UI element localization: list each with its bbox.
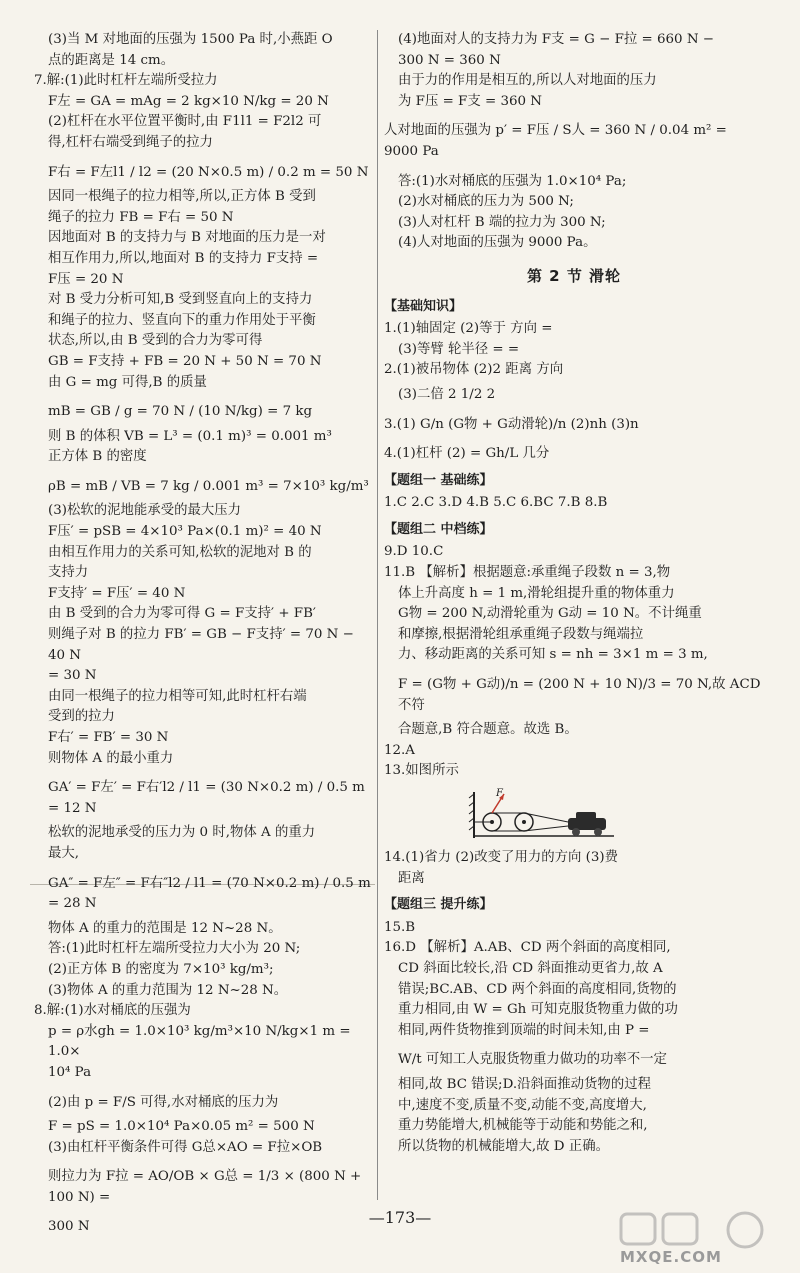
q16-line: 16.D 【解析】A.AB、CD 两个斜面的高度相同,	[384, 940, 671, 956]
left-column-line: 由 G = mg 可得,B 的质量	[48, 374, 207, 390]
q16-line: 所以货物的机械能增大,故 D 正确。	[398, 1138, 609, 1154]
force-label: F	[496, 788, 503, 799]
q11-line: 13.如图所示	[384, 763, 459, 779]
q8-continued-line: 为 F压 = F支 = 360 N	[398, 93, 543, 109]
group1-answers: 1.C 2.C 3.D 4.B 5.C 6.BC 7.B 8.B	[384, 495, 608, 511]
q8-continued-line: 由于力的作用是相互的,所以人对地面的压力	[398, 73, 657, 89]
left-column-line: 10⁴ Pa	[48, 1064, 92, 1080]
left-column-line: 因同一根绳子的拉力相等,所以,正方体 B 受到	[48, 189, 316, 205]
q11-line: 力、移动距离的关系可知 s = nh = 3×1 m = 3 m,	[398, 647, 708, 663]
left-column-line: 则拉力为 F拉 = AO/OB × G总 = 1/3 × (800 N + 100 N) =	[48, 1169, 362, 1205]
left-column-line: 则物体 A 的最小重力	[48, 750, 174, 766]
left-column-line: F支持′ = F压′ = 40 N	[48, 585, 186, 601]
q16-line: 重力势能增大,机械能等于动能和势能之和,	[398, 1118, 648, 1134]
left-column-line: (2)杠杆在水平位置平衡时,由 F1l1 = F2l2 可	[48, 114, 322, 130]
left-column-line: F右 = F左l1 / l2 = (20 N×0.5 m) / 0.2 m = 50 N	[48, 164, 369, 180]
basic-answer-line: 2.(1)被吊物体 (2)2 距离 方向	[384, 362, 564, 378]
left-column-line: (2)由 p = F/S 可得,水对桶底的压力为	[48, 1094, 279, 1110]
left-column-line: (3)物体 A 的重力范围为 12 N~28 N。	[48, 982, 288, 998]
left-column-line: GB = F支持 + FB = 20 N + 50 N = 70 N	[48, 353, 322, 369]
page-number: —173—	[368, 1208, 432, 1227]
right-column	[384, 30, 764, 1157]
q16-solution	[384, 938, 764, 1157]
q11-line: F = (G物 + G动)/n = (200 N + 10 N)/3 = 70 N,故 ACD 不符	[398, 677, 761, 713]
q11-line: 和摩擦,根据滑轮组承重绳子段数与绳端拉	[398, 626, 644, 642]
q16-line: W/t 可知工人克服货物重力做功的功率不一定	[398, 1052, 667, 1068]
left-column-line: (3)松软的泥地能承受的最大压力	[48, 503, 242, 519]
basic-answer-line: (3)二倍 2 1/2 2	[398, 386, 496, 402]
q11-line: 体上升高度 h = 1 m,滑轮组提升重的物体重力	[398, 585, 675, 601]
q11-line: 12.A	[384, 742, 415, 758]
left-column-line: 绳子的拉力 FB = F右 = 50 N	[48, 209, 234, 225]
group3-heading: 【题组三 提升练】	[384, 897, 493, 913]
q11-line: 11.B 【解析】根据题意:承重绳子段数 n = 3,物	[384, 565, 671, 581]
q8-continued-line: 答:(1)水对桶底的压强为 1.0×10⁴ Pa;	[398, 173, 627, 189]
left-column-line: 和绳子的拉力、竖直向下的重力作用处于平衡	[48, 312, 316, 328]
basic-answer-line: (3)等臂 轮半径 = =	[398, 341, 520, 357]
q8-continued-line: 人对地面的压强为 p′ = F压 / S人 = 360 N / 0.04 m² = 9000 Pa	[384, 123, 727, 159]
left-column-line: 则绳子对 B 的拉力 FB′ = GB − F支持′ = 70 N − 40 N	[48, 627, 354, 663]
left-column-line: 由同一根绳子的拉力相等可知,此时杠杆右端	[48, 688, 307, 704]
left-column-line: 答:(1)此时杠杆左端所受拉力大小为 20 N;	[48, 941, 301, 957]
left-column-line: GA″ = F左″ = F右″l2 / l1 = (70 N×0.2 m) / 0.5 m = 28 N	[48, 875, 371, 912]
left-column-line: F压′ = pSB = 4×10³ Pa×(0.1 m)² = 40 N	[48, 524, 322, 540]
q8-continued	[384, 30, 764, 254]
left-column-line: 状态,所以,由 B 受到的合力为零可得	[48, 333, 263, 349]
left-column-line: 得,杠杆右端受到绳子的拉力	[48, 134, 213, 150]
watermark-text: MXQE.COM	[620, 1248, 722, 1266]
left-column-line: 7.解:(1)此时杠杆左端所受拉力	[34, 73, 218, 89]
left-column-line: F左 = GA = mAg = 2 kg×10 N/kg = 20 N	[48, 93, 329, 109]
left-column-line: (2)正方体 B 的密度为 7×10³ kg/m³;	[48, 961, 274, 977]
left-column-line: F压 = 20 N	[48, 271, 124, 287]
q8-continued-line: 300 N = 360 N	[398, 52, 501, 68]
q16-line: 相同,两件货物推到顶端的时间未知,由 P =	[398, 1022, 650, 1038]
left-column-line: (3)由杠杆平衡条件可得 G总×AO = F拉×OB	[48, 1139, 323, 1155]
basic-answer-line: 4.(1)杠杆 (2) = Gh/L 几分	[384, 446, 550, 462]
q8-continued-line: (3)人对杠杆 B 端的拉力为 300 N;	[398, 214, 606, 230]
section-title: 第 2 节 滑轮	[526, 266, 622, 285]
left-column-line: 300 N	[48, 1219, 90, 1235]
left-column-line: (3)当 M 对地面的压强为 1500 Pa 时,小燕距 O	[48, 32, 333, 47]
q8-continued-line: (4)人对地面的压强为 9000 Pa。	[398, 235, 597, 251]
basic-answer-line: 3.(1) G/n (G物 + G动滑轮)/n (2)nh (3)n	[384, 416, 639, 432]
left-column-line: 因地面对 B 的支持力与 B 对地面的压力是一对	[48, 230, 326, 246]
basic-answer-line: 1.(1)轴固定 (2)等于 方向 =	[384, 321, 553, 337]
left-column-line: 物体 A 的重力的范围是 12 N~28 N。	[48, 920, 282, 936]
q15-answer: 15.B	[384, 919, 416, 935]
column-divider	[377, 30, 378, 1200]
left-column-line: ρB = mB / VB = 7 kg / 0.001 m³ = 7×10³ kg/m³	[48, 478, 369, 494]
q11-solution	[384, 563, 764, 782]
q14-answer	[384, 848, 764, 889]
left-column-line: 支持力	[48, 565, 89, 581]
left-column-line: F = pS = 1.0×10⁴ Pa×0.05 m² = 500 N	[48, 1119, 315, 1135]
group2-answers: 9.D 10.C	[384, 544, 444, 560]
basic-knowledge-heading: 【基础知识】	[384, 298, 463, 314]
q16-line: 错误;BC.AB、CD 两个斜面的高度相同,货物的	[398, 981, 677, 997]
q14-line: 14.(1)省力 (2)改变了用力的方向 (3)费	[384, 850, 619, 865]
left-column-line: 则 B 的体积 VB = L³ = (0.1 m)³ = 0.001 m³	[48, 428, 332, 444]
left-column-line: 对 B 受力分析可知,B 受到竖直向上的支持力	[48, 292, 313, 308]
left-column-line: 受到的拉力	[48, 709, 115, 725]
left-column-line: 8.解:(1)水对桶底的压强为	[34, 1003, 191, 1019]
left-column-line: GA′ = F左′ = F右′l2 / l1 = (30 N×0.2 m) / 0.5 m = 12 N	[48, 780, 365, 816]
basic-knowledge-answers	[384, 319, 764, 465]
q16-line: 相同,故 BC 错误;D.沿斜面推动货物的过程	[398, 1076, 651, 1092]
pulley-diagram	[468, 788, 618, 842]
left-column-line: = 30 N	[48, 668, 97, 684]
left-column-line: 正方体 B 的密度	[48, 449, 147, 465]
q8-continued-line: (2)水对桶底的压力为 500 N;	[398, 194, 574, 210]
left-column-line: 由相互作用力的关系可知,松软的泥地对 B 的	[48, 544, 312, 560]
q11-line: G物 = 200 N,动滑轮重为 G动 = 10 N。不计绳重	[398, 606, 702, 622]
left-column	[34, 30, 374, 1238]
left-column-line: 相互作用力,所以,地面对 B 的支持力 F支持 =	[48, 250, 319, 266]
left-column-line: 最大,	[48, 845, 80, 861]
q11-line: 合题意,B 符合题意。故选 B。	[398, 722, 578, 738]
left-column-line: p = ρ水gh = 1.0×10³ kg/m³×10 N/kg×1 m = 1.0×	[48, 1023, 351, 1060]
q16-line: CD 斜面比较长,沿 CD 斜面推动更省力,故 A	[398, 960, 663, 976]
q14-line: 距离	[398, 870, 425, 886]
left-column-line: 松软的泥地承受的压力为 0 时,物体 A 的重力	[48, 825, 316, 841]
left-column-line: F右′ = FB′ = 30 N	[48, 730, 169, 745]
left-column-line: mB = GB / g = 70 N / (10 N/kg) = 7 kg	[48, 404, 313, 420]
q8-continued-line: (4)地面对人的支持力为 F支 = G − F拉 = 660 N −	[398, 32, 715, 47]
q16-line: 重力相同,由 W = Gh 可知克服货物重力做的功	[398, 1002, 678, 1018]
group2-heading: 【题组二 中档练】	[384, 521, 493, 537]
left-column-line: 由 B 受到的合力为零可得 G = F支持′ + FB′	[48, 606, 316, 622]
group1-heading: 【题组一 基础练】	[384, 472, 493, 488]
q16-line: 中,速度不变,质量不变,动能不变,高度增大,	[398, 1097, 647, 1113]
left-column-line: 点的距离是 14 cm。	[48, 52, 175, 68]
pulley-figure	[468, 788, 618, 842]
